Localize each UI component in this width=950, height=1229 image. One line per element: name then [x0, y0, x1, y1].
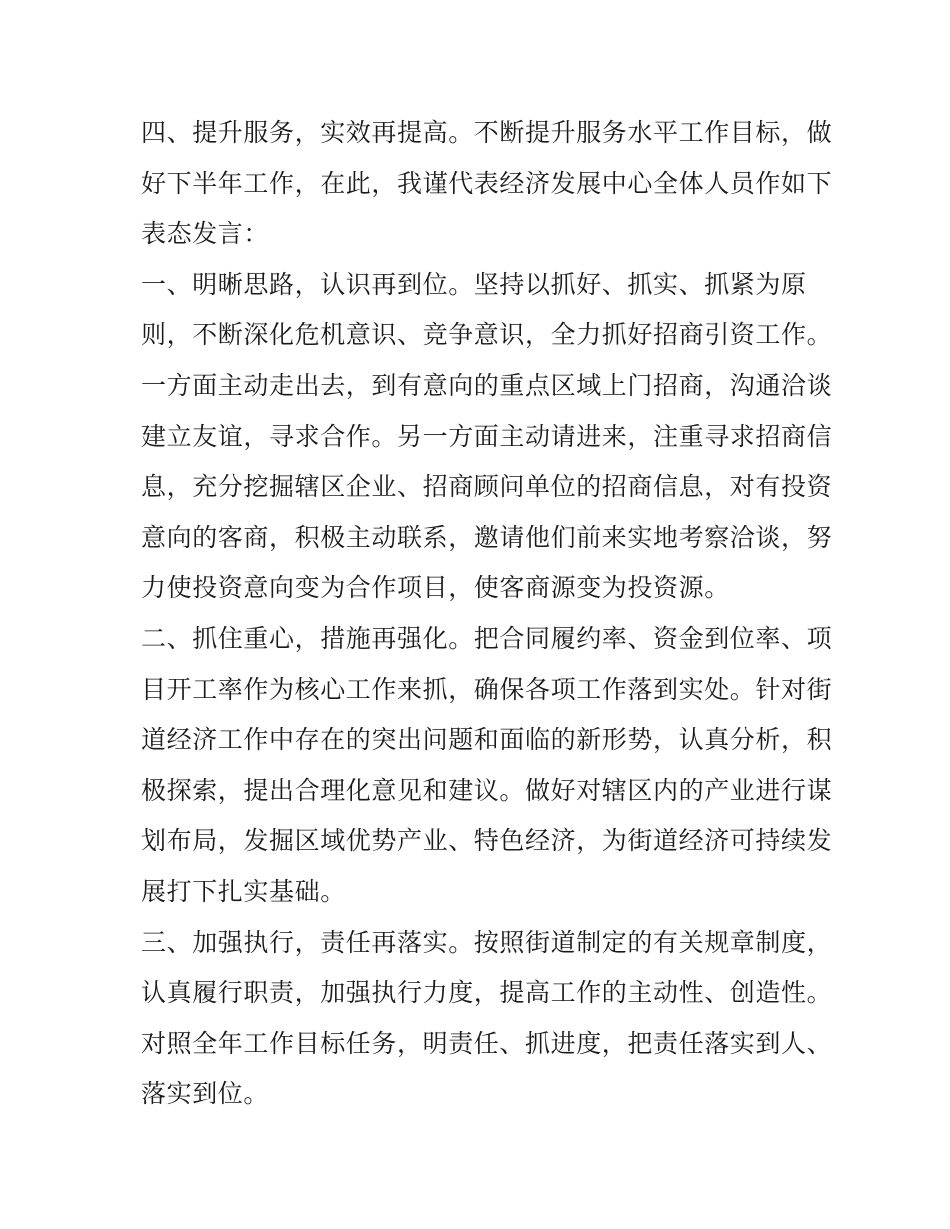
- text-line: 二、抓住重心，措施再强化。把合同履约率、资金到位率、项: [141, 623, 833, 653]
- text-line: 意向的客商，积极主动联系，邀请他们前来实地考察洽谈，努: [141, 522, 833, 552]
- text-line: 目开工率作为核心工作来抓，确保各项工作落到实处。针对街: [141, 674, 833, 704]
- document-body: [141, 108, 833, 1120]
- text-line: 对照全年工作目标任务，明责任、抓进度，把责任落实到人、: [141, 1028, 833, 1058]
- text-line: 表态发言：: [141, 219, 270, 249]
- text-line: 一方面主动走出去，到有意向的重点区域上门招商，沟通洽谈: [141, 370, 833, 400]
- text-line: 息，充分挖掘辖区企业、招商顾问单位的招商信息，对有投资: [141, 472, 833, 502]
- text-line: 展打下扎实基础。: [141, 876, 346, 906]
- text-line: 极探索，提出合理化意见和建议。做好对辖区内的产业进行谋: [141, 775, 833, 805]
- text-line: 力使投资意向变为合作项目，使客商源变为投资源。: [141, 573, 730, 603]
- text-line: 建立友谊，寻求合作。另一方面主动请进来，注重寻求招商信: [141, 421, 833, 451]
- text-line: 划布局，发掘区域优势产业、特色经济，为街道经济可持续发: [141, 826, 833, 856]
- text-line: 认真履行职责，加强执行力度，提高工作的主动性、创造性。: [141, 978, 833, 1008]
- text-line: 三、加强执行，责任再落实。按照街道制定的有关规章制度，: [141, 927, 833, 957]
- text-line: 则，不断深化危机意识、竞争意识，全力抓好招商引资工作。: [141, 320, 833, 350]
- text-line: 道经济工作中存在的突出问题和面临的新形势，认真分析，积: [141, 725, 833, 755]
- text-line: 好下半年工作，在此，我谨代表经济发展中心全体人员作如下: [141, 168, 833, 198]
- text-line: 一、明晰思路，认识再到位。坚持以抓好、抓实、抓紧为原: [141, 269, 807, 299]
- text-line: 落实到位。: [141, 1079, 270, 1109]
- text-line: 四、提升服务，实效再提高。不断提升服务水平工作目标，做: [141, 118, 833, 147]
